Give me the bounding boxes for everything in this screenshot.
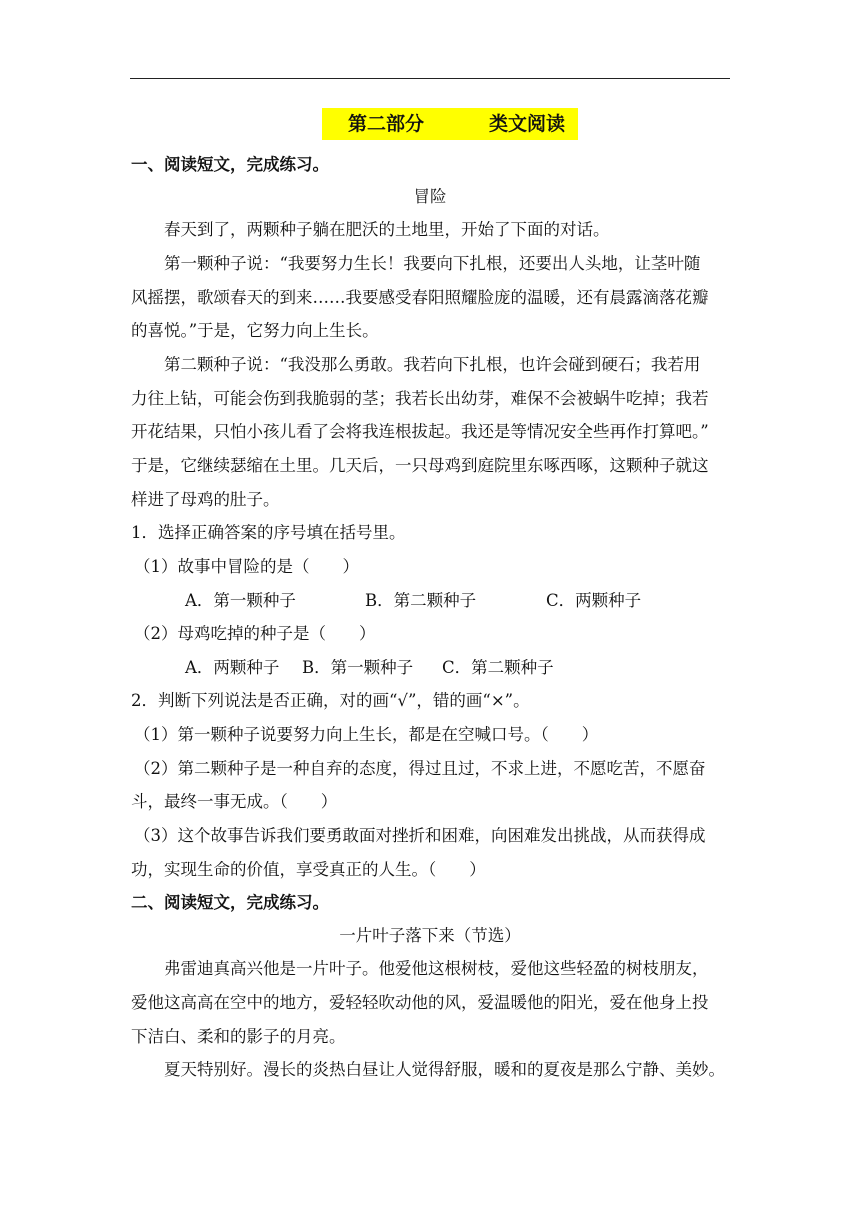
q1-passage-title: 冒险 (413, 187, 447, 206)
q1-passage-line: 风摇摆，歌颂春天的到来……我要感受春阳照耀脸庞的温暖，还有晨露滴落花瓣 (131, 288, 709, 307)
section-title (322, 108, 578, 140)
q1-subquestion-2: （2）母鸡吃掉的种子是（ ） (134, 624, 376, 643)
q1-judge-line: （3）这个故事告诉我们要勇敢面对挫折和困难，向困难发出挑战，从而获得成 (134, 826, 706, 845)
q1-passage-line: 第一颗种子说：“我要努力生长！我要向下扎根，还要出人头地，让茎叶随 (164, 254, 701, 273)
q1-passage-line: 第二颗种子说：“我没那么勇敢。我若向下扎根，也许会碰到硬石；我若用 (164, 355, 701, 374)
q1-judge-line: 功，实现生命的价值，享受真正的人生。（ ） (131, 860, 486, 879)
q1-option: C．第二颗种子 (442, 658, 554, 677)
q1-option: B．第一颗种子 (302, 658, 414, 677)
q2-passage-title: 一片叶子落下来（节选） (339, 926, 521, 945)
q1-judge-line: （2）第二颗种子是一种自弃的态度，得过且过，不求上进，不愿吃苦，不愿奋 (134, 759, 706, 778)
q2-passage-line: 下洁白、柔和的影子的月亮。 (131, 1027, 346, 1046)
q1-option: B．第二颗种子 (365, 591, 477, 610)
q2-passage-line: 夏天特别好。漫长的炎热白昼让人觉得舒服，暖和的夏夜是那么宁静、美妙。 (164, 1060, 725, 1079)
q1-judge-line: （1）第一颗种子说要努力向上生长，都是在空喊口号。（ ） (134, 725, 599, 744)
q2-passage-line: 爱他这高高在空中的地方，爱轻轻吹动他的风，爱温暖他的阳光，爱在他身上投 (131, 993, 709, 1012)
q1-task2: 2．判断下列说法是否正确，对的画“√”，错的画“×”。 (131, 691, 530, 710)
section-part: 第二部分 (348, 113, 425, 135)
q1-passage-line: 样进了母鸡的肚子。 (131, 490, 280, 509)
q1-passage-line: 的喜悦。”于是，它努力向上生长。 (131, 321, 379, 340)
q1-passage-line: 开花结果，只怕小孩儿看了会将我连根拔起。我还是等情况安全些再作打算吧。” (131, 422, 709, 441)
q1-option: A．第一颗种子 (185, 591, 296, 610)
q1-judge-line: 斗，最终一事无成。（ ） (131, 792, 338, 811)
q1-option: A．两颗种子 (185, 658, 280, 677)
q1-passage-line: 于是，它继续瑟缩在土里。几天后，一只母鸡到庭院里东啄西啄，这颗种子就这 (131, 456, 709, 475)
header-rule (130, 78, 730, 79)
q2-passage-line: 弗雷迪真高兴他是一片叶子。他爱他这根树枝，爱他这些轻盈的树枝朋友， (164, 959, 709, 978)
q2-heading: 二、阅读短文，完成练习。 (131, 893, 329, 912)
q1-task1: 1．选择正确答案的序号填在括号里。 (131, 523, 406, 542)
q1-option: C．两颗种子 (546, 591, 642, 610)
q1-passage-line: 春天到了，两颗种子躺在肥沃的土地里，开始了下面的对话。 (164, 220, 610, 239)
q1-passage-line: 力往上钻，可能会伤到我脆弱的茎；我若长出幼芽，难保不会被蜗牛吃掉；我若 (131, 389, 709, 408)
q1-heading: 一、阅读短文，完成练习。 (131, 155, 329, 174)
q1-subquestion-1: （1）故事中冒险的是（ ） (134, 557, 359, 576)
section-name: 类文阅读 (489, 113, 566, 135)
